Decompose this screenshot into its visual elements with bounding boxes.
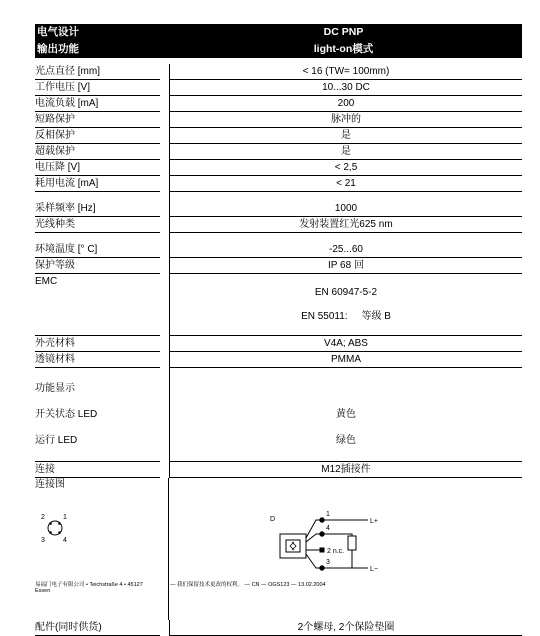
spec-label: 电流负载 [mA]: [35, 96, 160, 112]
spec-label: 配件(同时供货): [35, 620, 160, 636]
spec-row: [35, 336, 522, 352]
spec-value: M12插接件: [170, 462, 522, 478]
spec-row: [35, 128, 522, 144]
spec-label: 采样频率 [Hz]: [35, 201, 160, 217]
spec-label: [35, 368, 160, 462]
emc-standard-1: EN 60947-5-2: [314, 287, 378, 298]
header-row-1: [35, 24, 522, 41]
wiring-label: 连接图: [35, 479, 65, 490]
supply-plus-label: L+: [370, 518, 378, 525]
supply-minus-label: L−: [370, 566, 378, 573]
spec-label: 超载保护: [35, 144, 160, 160]
spec-row: [35, 176, 522, 192]
spec-value: 脉冲的: [170, 112, 522, 128]
header-electrical-design: 电气设计: [37, 26, 79, 38]
wiring-diagram-cell: [169, 478, 522, 620]
emc-standard-2: EN 55011: 等级 B: [301, 311, 391, 322]
spec-value: [170, 368, 522, 462]
spec-row: [35, 352, 522, 368]
wiring-label-cell: [35, 478, 159, 620]
header-dc-pnp: DC PNP: [323, 26, 364, 38]
spec-label: 短路保护: [35, 112, 160, 128]
switching-status-led-label: 开关状态 LED: [35, 409, 98, 420]
footer-address: 易福门电子有限公司 • Teichstraße 4 • 45127: [35, 582, 143, 588]
spec-value: 是: [170, 128, 522, 144]
spec-value: [170, 274, 522, 336]
spec-value: 1000: [170, 201, 522, 217]
svg-text:3: 3: [41, 537, 45, 544]
spec-row: [35, 217, 522, 233]
switching-led-color: 黄色: [336, 409, 356, 420]
spec-value: PMMA: [170, 352, 522, 368]
datasheet: [35, 24, 522, 636]
footer-city: Essen: [35, 588, 51, 594]
header-row-2: [35, 41, 522, 58]
spec-value: 发射装置红光625 nm: [170, 217, 522, 233]
footer: [35, 580, 522, 594]
spec-value: IP 68 回: [170, 258, 522, 274]
spec-row: [35, 80, 522, 96]
spec-value: 200: [170, 96, 522, 112]
spec-value: V4A; ABS: [170, 336, 522, 352]
spec-row: [35, 242, 522, 258]
spec-row: [35, 462, 522, 478]
svg-text:2: 2: [41, 514, 45, 521]
spec-label: 透镜材料: [35, 352, 160, 368]
spec-label: 外壳材料: [35, 336, 160, 352]
spec-label: 反相保护: [35, 128, 160, 144]
spec-label: 耗用电流 [mA]: [35, 176, 160, 192]
spec-label: 连接: [35, 462, 160, 478]
operation-led-label: 运行 LED: [35, 435, 78, 446]
spec-row: [35, 258, 522, 274]
spec-row: [35, 112, 522, 128]
operation-led-color: 绿色: [336, 435, 356, 446]
sensor-label: D: [270, 516, 276, 523]
spec-label: 工作电压 [V]: [35, 80, 160, 96]
spec-value: 2个螺母, 2个保险垫圈: [170, 620, 522, 636]
spec-row: [35, 620, 522, 636]
spec-label: 保护等级: [35, 258, 160, 274]
spec-row-function-display: [35, 368, 522, 462]
spec-label: 光点直径 [mm]: [35, 64, 160, 80]
wiring-diagram-row: [35, 478, 522, 620]
spec-row: [35, 64, 522, 80]
wire-label: 1: [326, 511, 330, 518]
function-display-label: 功能显示: [35, 383, 75, 394]
footer-company: [35, 580, 170, 594]
svg-text:4: 4: [63, 537, 67, 544]
spec-value: 是: [170, 144, 522, 160]
spec-row: [35, 96, 522, 112]
spec-row: [35, 144, 522, 160]
header-light-on: light-on模式: [313, 43, 374, 55]
spec-label: 光线种类: [35, 217, 160, 233]
spec-value: 10...30 DC: [170, 80, 522, 96]
wire-label: 3: [326, 559, 330, 566]
spec-value: < 21: [170, 176, 522, 192]
connector-pinout-icon: [35, 508, 75, 548]
spec-row: [35, 160, 522, 176]
spec-label: 环境温度 [° C]: [35, 242, 160, 258]
footer-notice: — 我们保留技术更改的权利。 — CN — OGS123 — 13.02.2004: [170, 582, 326, 588]
wiring-diagram: [169, 478, 522, 620]
wire-label: 2 n.c.: [327, 548, 345, 555]
spec-value: < 2,5: [170, 160, 522, 176]
spec-row: [35, 201, 522, 217]
spec-row-emc: [35, 274, 522, 336]
spec-label: EMC: [35, 274, 160, 336]
wire-label: 4: [326, 525, 330, 532]
header-output-function: 输出功能: [37, 43, 79, 55]
svg-text:1: 1: [63, 514, 67, 521]
spec-value: -25...60: [170, 242, 522, 258]
spec-label: 电压降 [V]: [35, 160, 160, 176]
spec-value: < 16 (TW= 100mm): [170, 64, 522, 80]
